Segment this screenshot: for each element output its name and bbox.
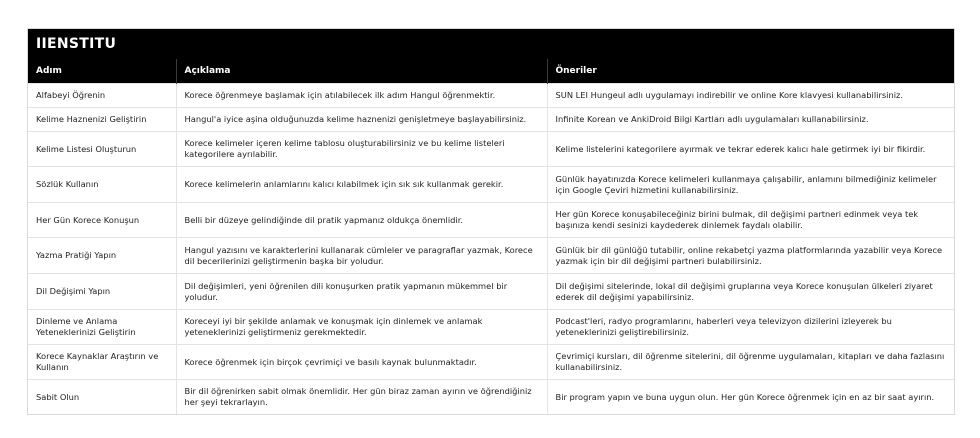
step-cell: Kelime Listesi Oluşturun — [28, 132, 176, 167]
suggestion-cell: Dil değişimi sitelerinde, lokal dil değişimi gruplarına veya Korece konuşulan ülkeleri ziyaret ederek dil değişimi yapabilirsiniz. — [547, 274, 954, 310]
suggestion-cell: SUN LEI Hungeul adlı uygulamayı indirebilir ve online Kore klavyesi kullanabilirsiniz. — [547, 84, 954, 108]
column-header-suggestions: Öneriler — [547, 59, 954, 84]
brand-title: IIENSTITU — [28, 29, 954, 59]
table-row — [28, 345, 954, 380]
step-cell: Yazma Pratiği Yapın — [28, 238, 176, 274]
suggestion-cell: Bir program yapın ve buna uygun olun. Her gün Korece öğrenmek için en az bir saat ayırın. — [547, 380, 954, 415]
table-row — [28, 108, 954, 132]
description-cell: Hangul yazısını ve karakterlerini kullanarak cümleler ve paragraflar yazmak, Korece dil becerilerinizi geliştirmenin başka bir yoludur. — [176, 238, 547, 274]
step-cell: Dil Değişimi Yapın — [28, 274, 176, 310]
table-header — [28, 59, 954, 84]
table-row — [28, 84, 954, 108]
header-row — [28, 59, 954, 84]
step-cell: Dinleme ve Anlama Yeteneklerinizi Geliştirin — [28, 310, 176, 345]
steps-table — [28, 59, 954, 414]
step-cell: Alfabeyi Öğrenin — [28, 84, 176, 108]
table-row — [28, 274, 954, 310]
step-cell: Korece Kaynaklar Araştırın ve Kullanın — [28, 345, 176, 380]
suggestion-cell: Çevrimiçi kursları, dil öğrenme sitelerini, dil öğrenme uygulamaları, kitapları ve daha fazlasını kullanabilirsiniz. — [547, 345, 954, 380]
description-cell: Korece öğrenmek için birçok çevrimiçi ve basılı kaynak bulunmaktadır. — [176, 345, 547, 380]
description-cell: Korece kelimeler içeren kelime tablosu oluşturabilirsiniz ve bu kelime listeleri kategorilere ayrılabilir. — [176, 132, 547, 167]
table-row — [28, 132, 954, 167]
suggestion-cell: Günlük hayatınızda Korece kelimeleri kullanmaya çalışabilir, anlamını bilmediğiniz kelimeler için Google Çeviri hizmetini kullanabilirsiniz. — [547, 167, 954, 203]
description-cell: Belli bir düzeye gelindiğinde dil pratik yapmanız oldukça önemlidir. — [176, 203, 547, 238]
description-cell: Korece öğrenmeye başlamak için atılabilecek ilk adım Hangul öğrenmektir. — [176, 84, 547, 108]
table-row — [28, 238, 954, 274]
description-cell: Dil değişimleri, yeni öğrenilen dili konuşurken pratik yapmanın mükemmel bir yoludur. — [176, 274, 547, 310]
step-cell: Sözlük Kullanın — [28, 167, 176, 203]
description-cell: Hangul'a iyice aşina olduğunuzda kelime haznenizi genişletmeye başlayabilirsiniz. — [176, 108, 547, 132]
suggestion-cell: Kelime listelerini kategorilere ayırmak ve tekrar ederek kalıcı hale getirmek iyi bir fikirdir. — [547, 132, 954, 167]
step-cell: Sabit Olun — [28, 380, 176, 415]
description-cell: Korece kelimelerin anlamlarını kalıcı kılabilmek için sık sık kullanmak gerekir. — [176, 167, 547, 203]
column-header-description: Açıklama — [176, 59, 547, 84]
description-cell: Koreceyi iyi bir şekilde anlamak ve konuşmak için dinlemek ve anlamak yeteneklerinizi geliştirmeniz gerekmektedir. — [176, 310, 547, 345]
table-row — [28, 167, 954, 203]
table-row — [28, 310, 954, 345]
table-row — [28, 203, 954, 238]
description-cell: Bir dil öğrenirken sabit olmak önemlidir. Her gün biraz zaman ayırın ve öğrendiğiniz her şeyi tekrarlayın. — [176, 380, 547, 415]
table-row — [28, 380, 954, 415]
step-cell: Her Gün Korece Konuşun — [28, 203, 176, 238]
column-header-step: Adım — [28, 59, 176, 84]
step-cell: Kelime Haznenizi Geliştirin — [28, 108, 176, 132]
steps-table-card — [27, 28, 955, 415]
suggestion-cell: Infinite Korean ve AnkiDroid Bilgi Kartları adlı uygulamaları kullanabilirsiniz. — [547, 108, 954, 132]
suggestion-cell: Günlük bir dil günlüğü tutabilir, online rekabetçi yazma platformlarında yazabilir veya Korece yazmak için bir dil değişimi partneri bulabilirsiniz. — [547, 238, 954, 274]
suggestion-cell: Podcast'leri, radyo programlarını, haberleri veya televizyon dizilerini izleyerek bu yeteneklerinizi geliştirebilirsiniz. — [547, 310, 954, 345]
suggestion-cell: Her gün Korece konuşabileceğiniz birini bulmak, dil değişimi partneri edinmek veya tek başınıza kendi sesinizi kaydederek dinlemek faydalı olabilir. — [547, 203, 954, 238]
table-body — [28, 84, 954, 415]
